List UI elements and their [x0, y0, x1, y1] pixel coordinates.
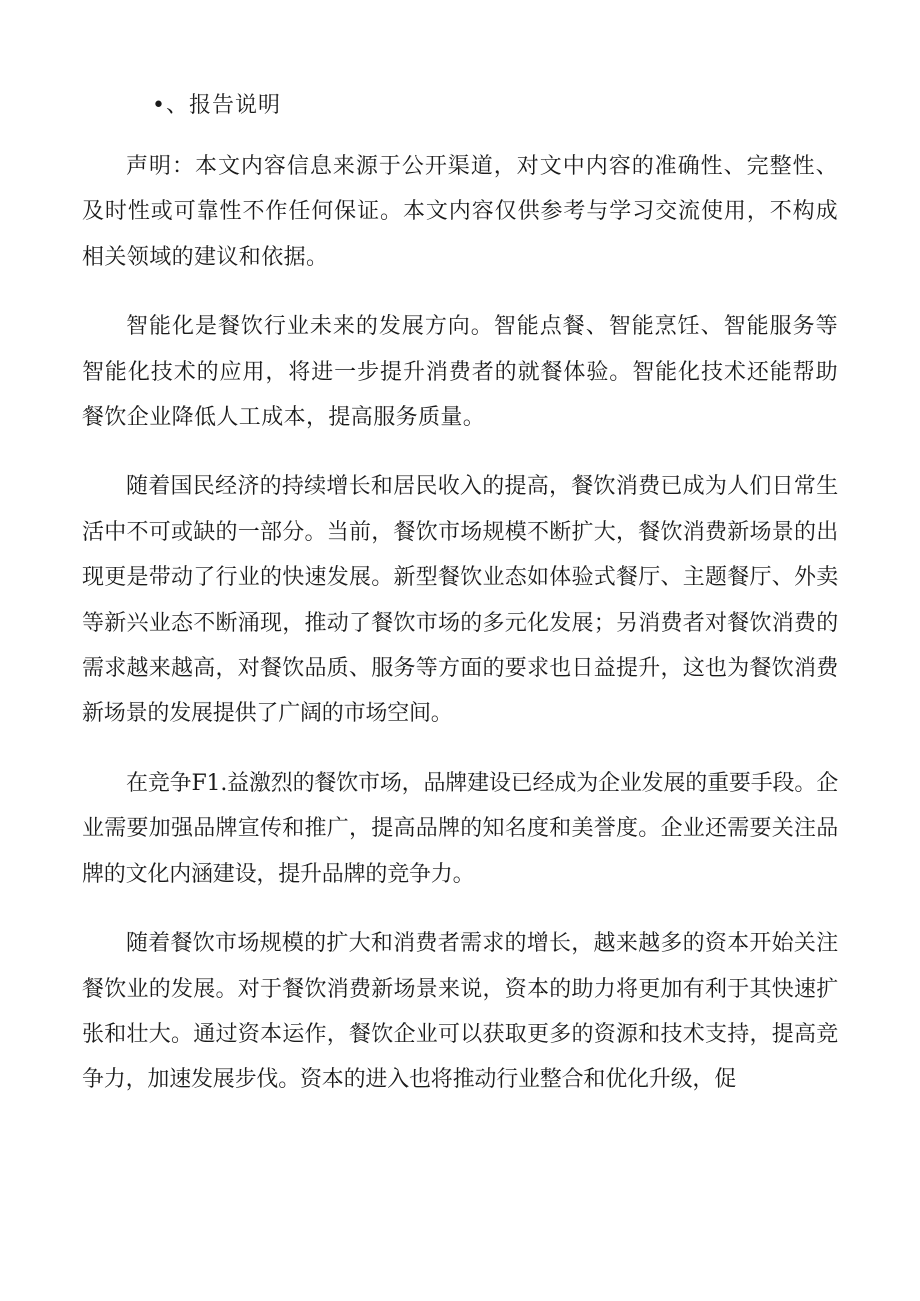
brand-paragraph: 在竞争F1.益激烈的餐饮市场，品牌建设已经成为企业发展的重要手段。企业需要加强品牌宣传和推广，提高品牌的知名度和美誉度。企业还需要关注品牌的文化内涵建设，提升品牌的竞争力。	[82, 770, 838, 887]
document-body	[82, 144, 838, 1127]
intelligence-paragraph: 智能化是餐饮行业未来的发展方向。智能点餐、智能烹饪、智能服务等智能化技术的应用，将进一步提升消费者的就餐体验。智能化技术还能帮助餐饮企业降低人工成本，提高服务质量。	[82, 314, 838, 431]
market-paragraph: 随着国民经济的持续增长和居民收入的提高，餐饮消费已成为人们日常生活中不可或缺的一部分。当前，餐饮市场规模不断扩大，餐饮消费新场景的出现更是带动了行业的快速发展。新型餐饮业态如体验式餐厅、主题餐厅、外卖等新兴业态不断涌现，推动了餐饮市场的多元化发展；另消费者对餐饮消费的需求越来越高，对餐饮品质、服务等方面的要求也日益提升，这也为餐饮消费新场景的发展提供了广阔的市场空间。	[82, 474, 838, 727]
disclaimer-paragraph: 声明：本文内容信息来源于公开渠道，对文中内容的准确性、完整性、及时性或可靠性不作任何保证。本文内容仅供参考与学习交流使用，不构成相关领域的建议和依据。	[82, 154, 838, 270]
capital-paragraph: 随着餐饮市场规模的扩大和消费者需求的增长，越来越多的资本开始关注餐饮业的发展。对于餐饮消费新场景来说，资本的助力将更加有利于其快速扩张和壮大。通过资本运作，餐饮企业可以获取更多的资源和技术支持，提高竞争力，加速发展步伐。资本的进入也将推动行业整合和优化升级，促	[82, 931, 838, 1093]
section-heading: •、报告说明	[152, 93, 281, 118]
